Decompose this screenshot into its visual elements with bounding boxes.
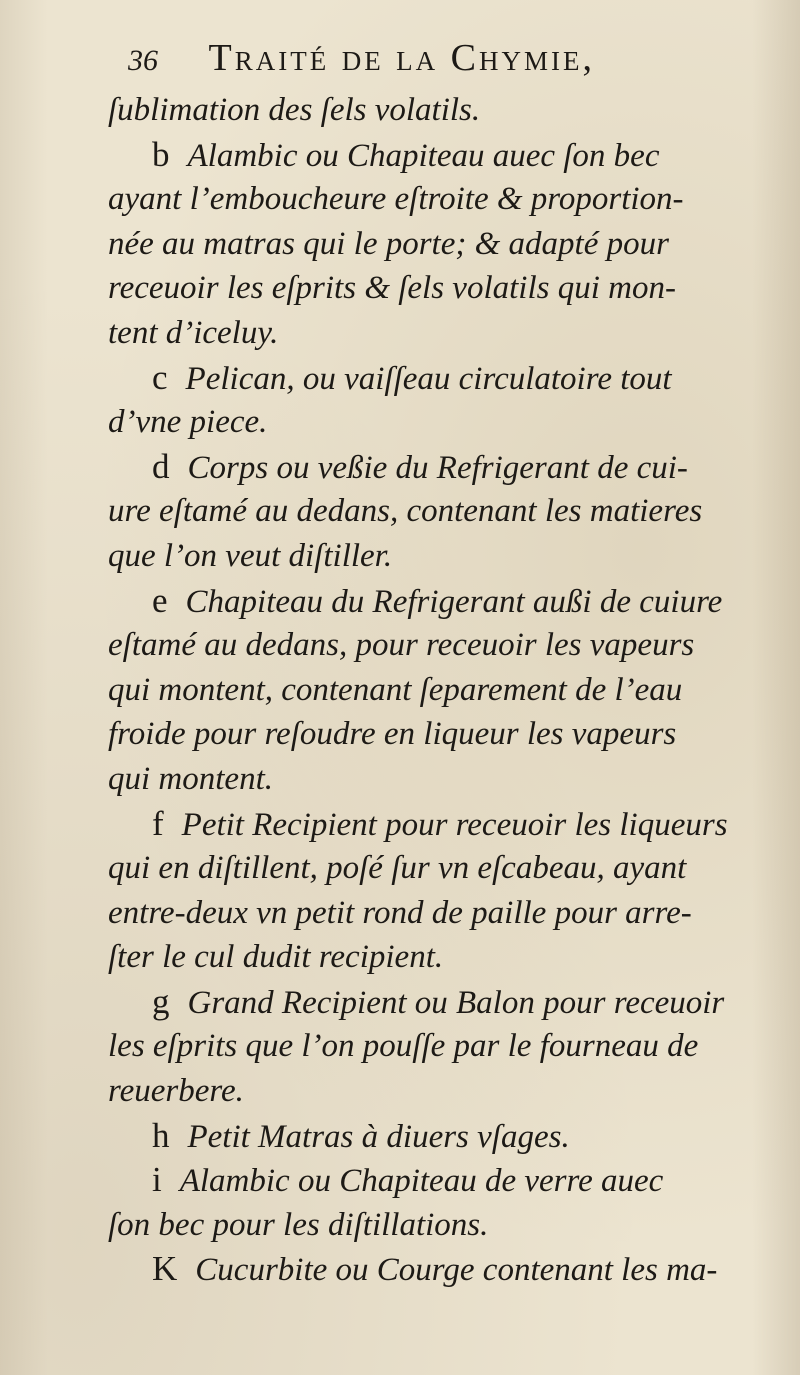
text-line: froide pour reſoudre en liqueur les vapeurs: [108, 716, 677, 753]
text-line: qui en diſtillent, poſé ſur vn eſcabeau, ayant: [108, 850, 687, 887]
text-line: d’vne piece.: [108, 404, 268, 441]
text-line: d Corps ou veßie du Refrigerant de cui-: [152, 446, 688, 486]
text-line: tent d’iceluy.: [108, 314, 279, 351]
figure-letter: g: [152, 981, 170, 1021]
text-line: les eſprits que l’on pouſſe par le fourneau de: [108, 1028, 699, 1065]
figure-letter: h: [152, 1115, 170, 1155]
text-line: reuerbere.: [108, 1073, 244, 1110]
text-line: eſtamé au dedans, pour receuoir les vapeurs: [108, 627, 695, 664]
body-text: [108, 88, 773, 1292]
text-line: receuoir les eſprits & ſels volatils qui mon-: [108, 270, 676, 307]
text-line: née au matras qui le porte; & adapté pour: [108, 225, 669, 262]
text-line: e Chapiteau du Refrigerant außi de cuiure: [152, 580, 723, 620]
text-line: ſter le cul dudit recipient.: [108, 939, 444, 976]
figure-letter: f: [152, 803, 164, 843]
text-line: f Petit Recipient pour receuoir les liqueurs: [152, 803, 728, 843]
figure-letter: e: [152, 580, 168, 620]
text-line: c Pelican, ou vaiſſeau circulatoire tout: [152, 357, 672, 397]
text-line: b Alambic ou Chapiteau auec ſon bec: [152, 134, 660, 174]
text-line: ſublimation des ſels volatils.: [108, 92, 481, 128]
text-line: h Petit Matras à diuers vſages.: [152, 1115, 570, 1155]
page-number: 36: [128, 44, 158, 77]
running-title: Traité de la Chymie,: [208, 37, 596, 79]
text-line: entre-deux vn petit rond de paille pour arre-: [108, 894, 692, 931]
text-line: ſon bec pour les diſtillations.: [108, 1206, 489, 1243]
figure-letter: c: [152, 357, 168, 397]
text-line: ure eſtamé au dedans, contenant les matieres: [108, 493, 703, 530]
text-line: qui montent.: [108, 760, 273, 797]
figure-letter: K: [152, 1249, 178, 1289]
text-line: que l’on veut diſtiller.: [108, 537, 393, 574]
text-line: i Alambic ou Chapiteau de verre auec: [152, 1160, 664, 1200]
text-line: ayant l’emboucheure eſtroite & proportion-: [108, 181, 684, 218]
figure-letter: d: [152, 446, 170, 486]
figure-letter: i: [152, 1160, 162, 1200]
page-header: [128, 36, 768, 96]
text-line: K Cucurbite ou Courge contenant les ma-: [152, 1249, 718, 1289]
text-line: qui montent, contenant ſeparement de l’eau: [108, 671, 683, 708]
text-line: g Grand Recipient ou Balon pour receuoir: [152, 981, 725, 1021]
figure-letter: b: [152, 134, 170, 174]
